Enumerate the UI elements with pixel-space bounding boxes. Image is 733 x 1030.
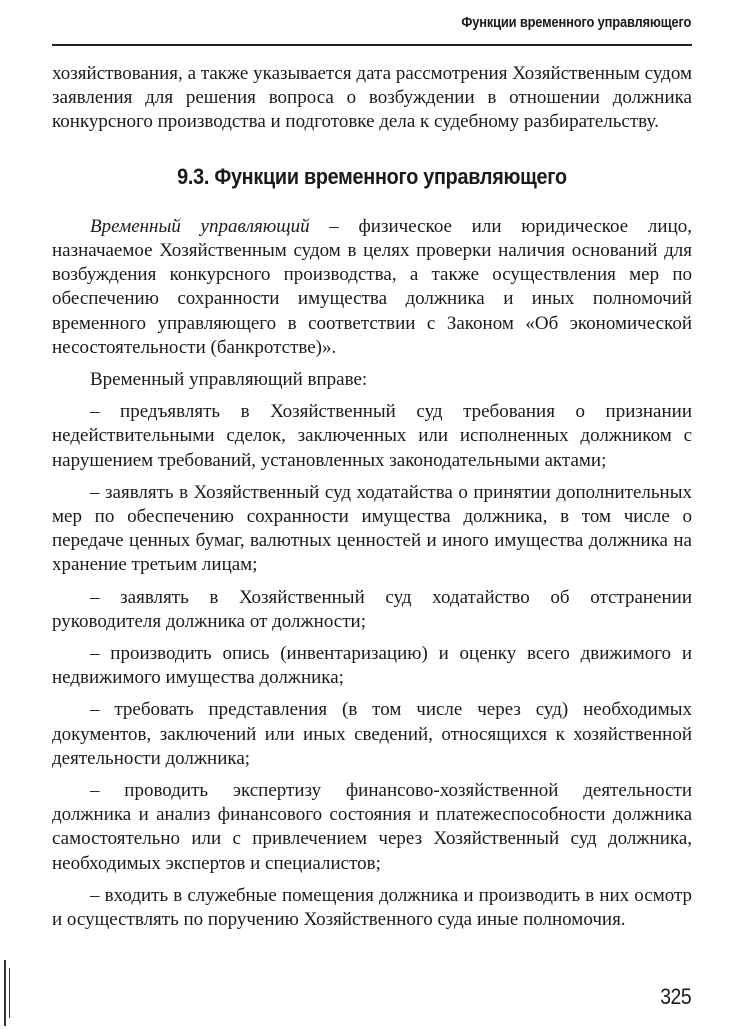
page-body <box>52 62 692 940</box>
scan-edge-mark <box>4 960 6 1026</box>
running-head: Функции временного управляющего <box>461 14 691 31</box>
rights-item: – требовать представления (в том числе через суд) необходимых документов, заключений или иных сведений, относящихся к хозяйственной деятельности должника; <box>52 699 692 769</box>
definition-paragraph <box>52 215 692 360</box>
rights-item: – производить опись (инвентаризацию) и оценку всего движимого и недвижимого имущества должника; <box>52 643 692 689</box>
rights-item: – входить в служебные помещения должника и производить в них осмотр и осуществлять по поручению Хозяйственного суда иные полномочия. <box>52 884 692 931</box>
rights-item: – проводить экспертизу финансово-хозяйственной деятельности должника и анализ финансового состояния и платежеспособности должника самостоятельно или с привлечением через Хозяйственный суд должника, необходимых экспертов и специалистов; <box>52 780 692 874</box>
header-rule <box>52 44 692 46</box>
section-heading: 9.3. Функции временного управляющего <box>177 163 567 189</box>
scan-edge-mark <box>9 968 10 1018</box>
rights-item: – предъявлять в Хозяйственный суд требования о признании недействительными сделок, заключенных или исполненных должником с нарушением требований, установленных законодательными актами; <box>52 401 692 471</box>
rights-item: – заявлять в Хозяйственный суд ходатайство об отстранении руководителя должника от должности; <box>52 586 692 632</box>
rights-item: – заявлять в Хозяйственный суд ходатайства о принятии дополнительных мер по обеспечению сохранности имущества должника, в том числе о передаче ценных бумаг, валютных ценностей и иного имущества должника на хранение третьим лицам; <box>52 481 692 576</box>
rights-intro: Временный управляющий вправе: <box>90 369 368 391</box>
intro-paragraph: хозяйствования, а также указывается дата рассмотрения Хозяйственным судом заявления для решения вопроса о возбуждении в отношении должника конкурсного производства и подготовке дела к судебному разбирательству. <box>52 63 692 133</box>
defined-term: Временный управляющий <box>90 215 310 237</box>
definition-text: – физическое или юридическое лицо, назначаемое Хозяйственным судом в целях проверки наличия оснований для возбуждения конкурсного производства, а также осуществления мер по обеспечению сохранности имущества должника и иных полномочий временного управляющего в соответствии с Законом «Об экономической несостоятельности (банкротстве)». <box>52 215 692 358</box>
page-number: 325 <box>660 984 691 1009</box>
